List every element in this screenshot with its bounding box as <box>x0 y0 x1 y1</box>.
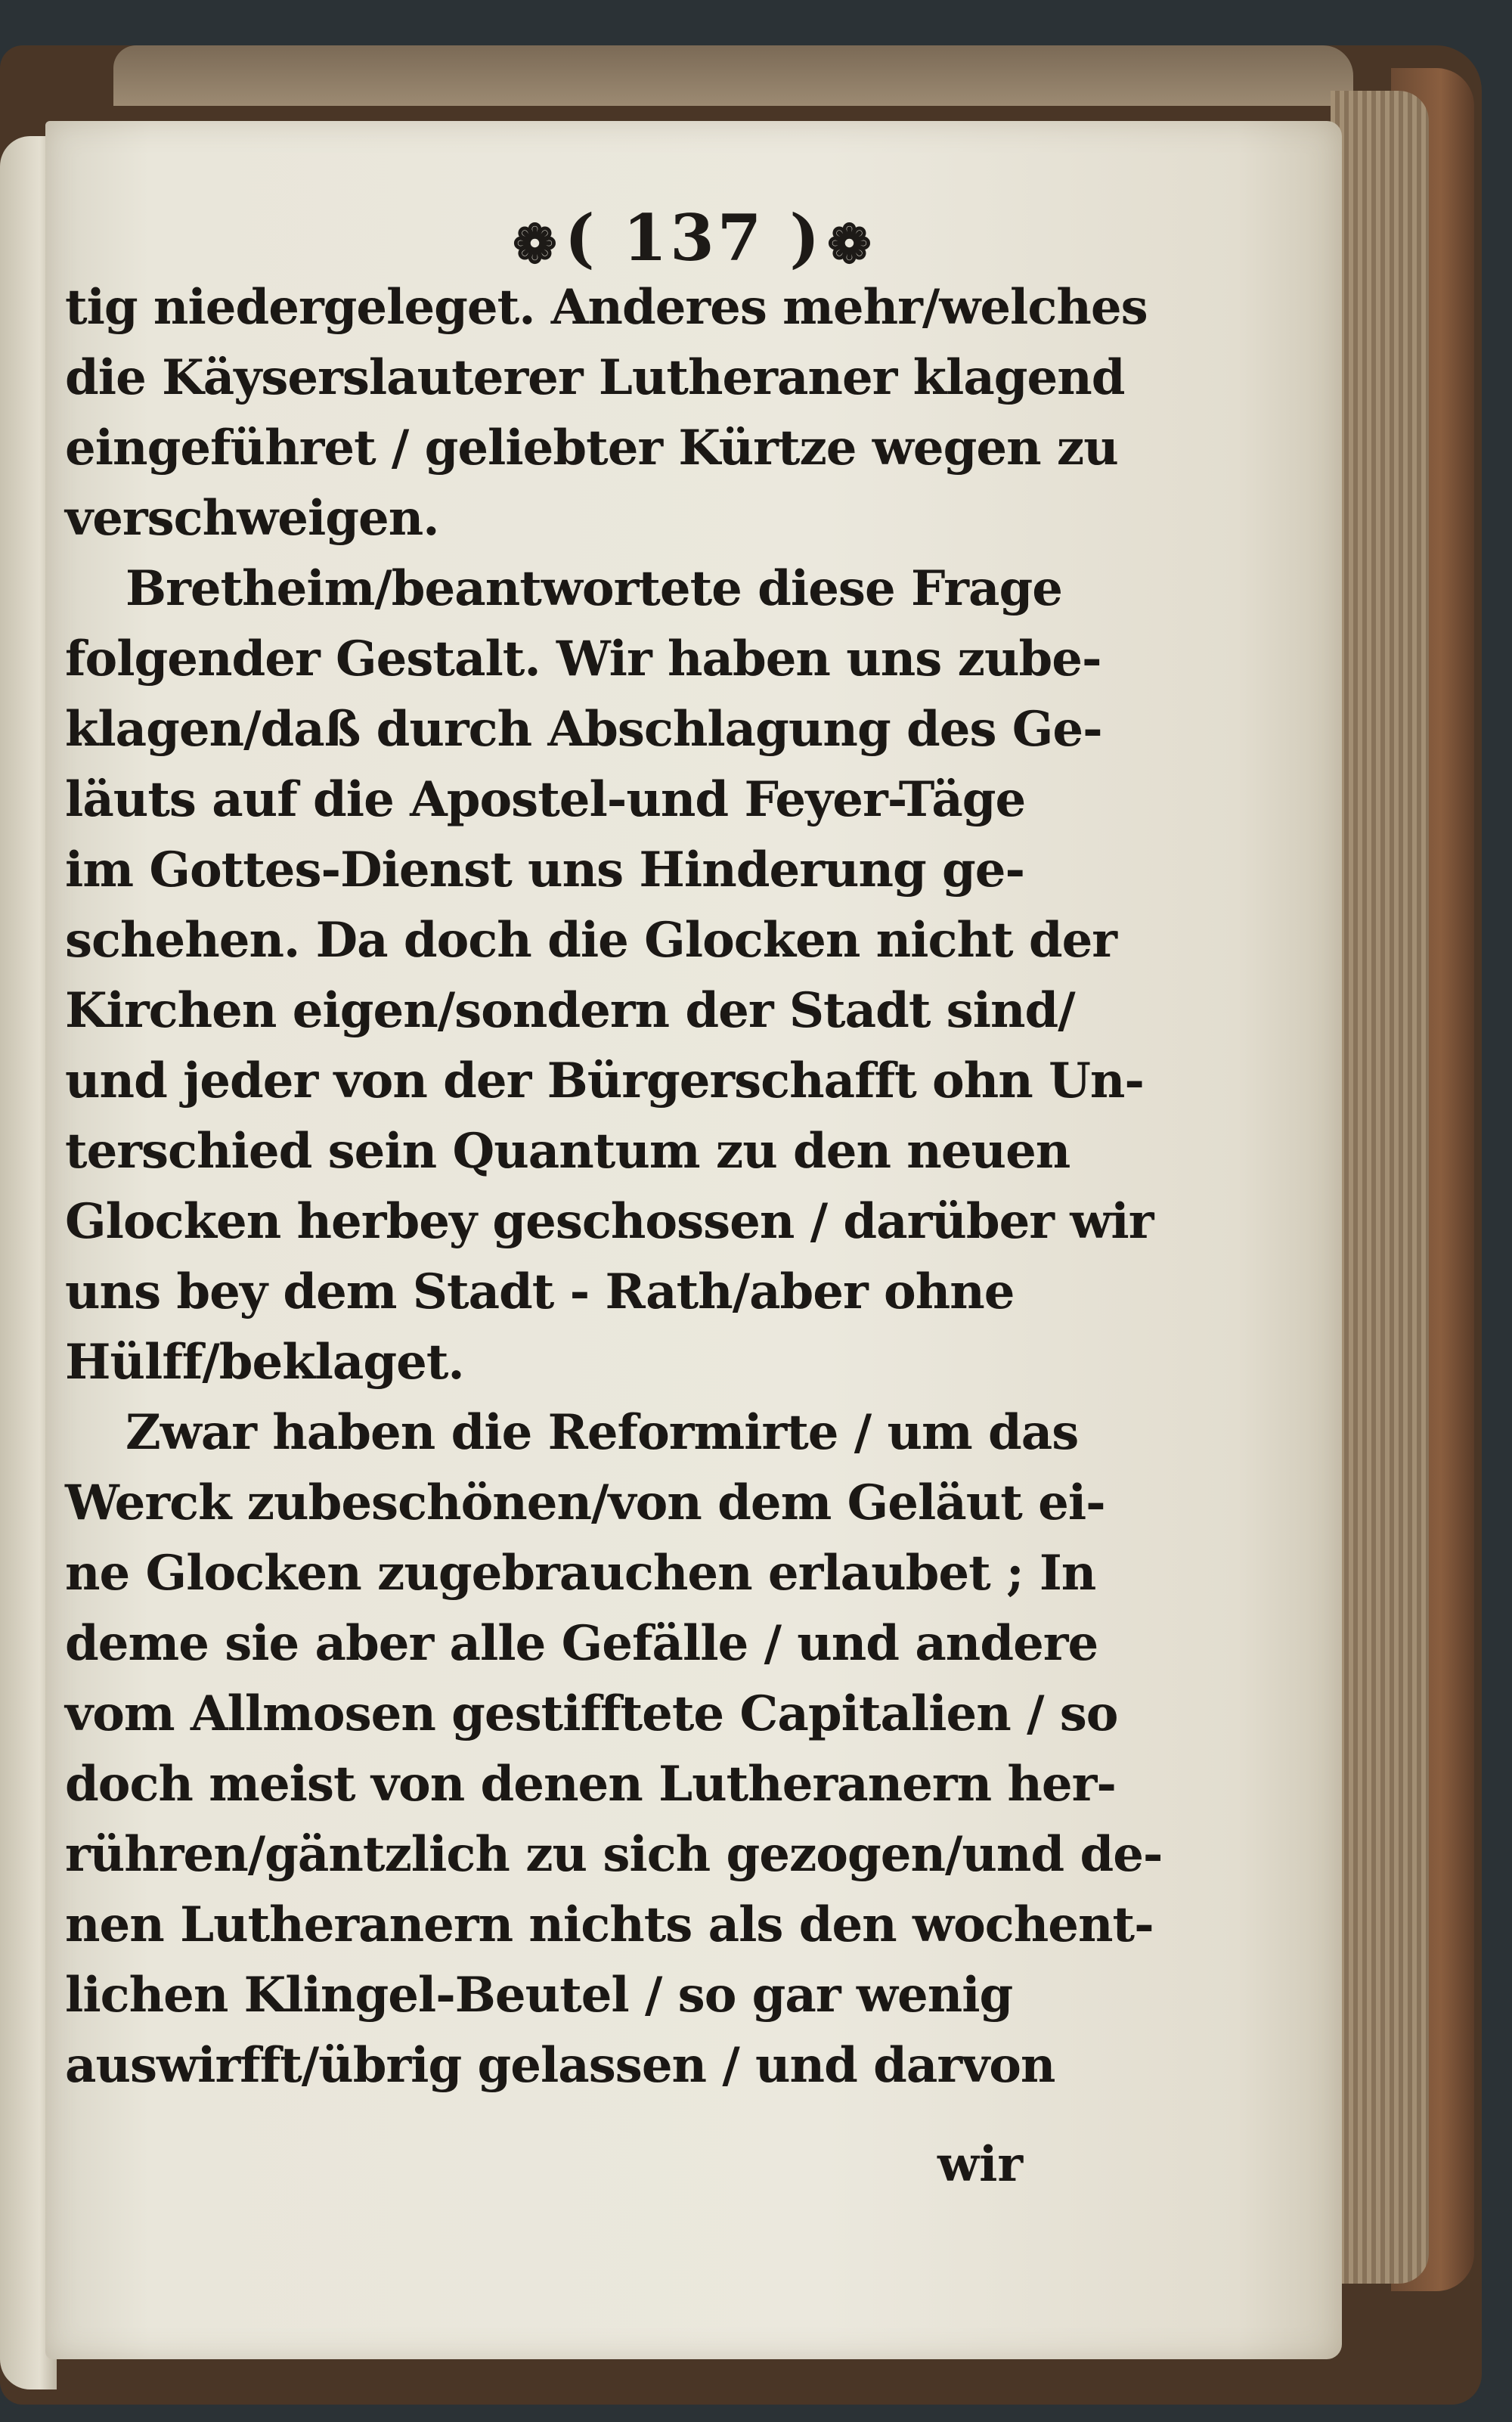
page-header <box>45 200 1342 275</box>
text-line: folgender Gestalt. Wir haben uns zube- <box>65 631 1101 687</box>
text-line: uns bey dem Stadt - Rath/aber ohne <box>65 1264 1015 1320</box>
text-line: lichen Klingel-Beutel / so gar wenig <box>65 1967 1013 2024</box>
catchword: wir <box>937 2136 1024 2193</box>
text-line: die Käyserslauterer Lutheraner klagend <box>65 349 1125 406</box>
text-line: vom Allmosen gestifftete Capitalien / so <box>65 1685 1118 1742</box>
text-line: eingeführet / geliebter Kürtze wegen zu <box>65 420 1118 476</box>
page-fore-edge <box>1331 91 1429 2284</box>
text-line: Hülff/beklaget. <box>65 1334 464 1391</box>
text-line: Zwar haben die Reformirte / um das <box>125 1404 1079 1461</box>
page-text-block <box>65 272 1163 2101</box>
text-line: schehen. Da doch die Glocken nicht der <box>65 912 1117 969</box>
text-line: Werck zubeschönen/von dem Geläut ei- <box>65 1475 1105 1531</box>
text-line: im Gottes-Dienst uns Hinderung ge- <box>65 842 1025 898</box>
text-line: auswirfft/übrig gelassen / und darvon <box>65 2037 1055 2094</box>
text-line: tig niedergeleget. Anderes mehr/welches <box>65 279 1148 336</box>
page-top-edge <box>113 45 1353 106</box>
text-line: klagen/daß durch Abschlagung des Ge- <box>65 701 1102 758</box>
text-line: und jeder von der Bürgerschafft ohn Un- <box>65 1053 1144 1109</box>
text-line: ne Glocken zugebrauchen erlaubet ; In <box>65 1545 1096 1602</box>
page-number: ( 137 ) <box>564 200 823 275</box>
text-line: läuts auf die Apostel-und Feyer-Täge <box>65 771 1026 828</box>
text-line: doch meist von denen Lutheranern her- <box>65 1756 1116 1813</box>
text-line: Glocken herbey geschossen / darüber wir <box>65 1193 1154 1250</box>
text-line: deme sie aber alle Gefälle / und andere <box>65 1615 1098 1672</box>
text-line: nen Lutheranern nichts als den wochent- <box>65 1896 1154 1953</box>
text-line: Kirchen eigen/sondern der Stadt sind/ <box>65 982 1075 1039</box>
text-line: verschweigen. <box>65 490 439 547</box>
flower-ornament-icon: ❁ <box>827 212 875 275</box>
text-line: Bretheim/beantwortete diese Frage <box>125 560 1062 617</box>
book-page <box>45 121 1342 2359</box>
text-line: terschied sein Quantum zu den neuen <box>65 1123 1070 1180</box>
flower-ornament-icon: ❁ <box>513 212 560 275</box>
text-line: rühren/gäntzlich zu sich gezogen/und de- <box>65 1826 1163 1883</box>
